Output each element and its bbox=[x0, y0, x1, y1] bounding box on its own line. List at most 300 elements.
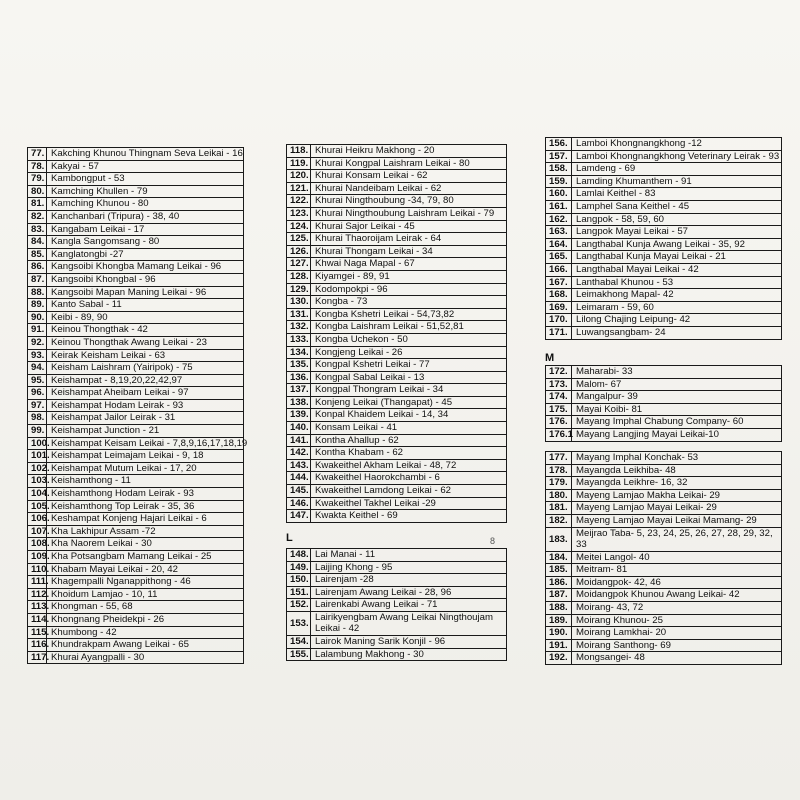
table-row bbox=[28, 148, 244, 161]
entry-number: 111. bbox=[28, 576, 47, 589]
entry-name: Khurai Ayangpalli - 30 bbox=[47, 651, 244, 664]
table-row bbox=[28, 223, 244, 236]
table-row bbox=[28, 639, 244, 652]
entry-number: 173. bbox=[546, 378, 572, 391]
table-row bbox=[287, 195, 507, 208]
entry-number: 86. bbox=[28, 261, 47, 274]
table-row bbox=[546, 138, 782, 151]
table-row bbox=[28, 248, 244, 261]
entry-number: 165. bbox=[546, 251, 572, 264]
entry-number: 115. bbox=[28, 626, 47, 639]
table-row bbox=[287, 510, 507, 523]
entry-name: Lamboi Khongnangkhong -12 bbox=[572, 138, 782, 151]
entry-name: Kwakta Keithel - 69 bbox=[311, 510, 507, 523]
table-row bbox=[287, 409, 507, 422]
table-row bbox=[28, 299, 244, 312]
entry-number: 91. bbox=[28, 324, 47, 337]
entry-name: Lamdeng - 69 bbox=[572, 163, 782, 176]
entry-number: 89. bbox=[28, 299, 47, 312]
entry-number: 178. bbox=[546, 464, 572, 477]
entry-name: Khurai Ningthoubung Laishram Leikai - 79 bbox=[311, 207, 507, 220]
entry-number: 146. bbox=[287, 497, 311, 510]
entry-number: 145. bbox=[287, 485, 311, 498]
entry-name: Keibi - 89, 90 bbox=[47, 311, 244, 324]
entry-number: 128. bbox=[287, 270, 311, 283]
table-row bbox=[546, 464, 782, 477]
table-row bbox=[287, 396, 507, 409]
table-row bbox=[28, 488, 244, 501]
entry-number: 160. bbox=[546, 188, 572, 201]
entry-name: Keishampat Hodam Leirak - 93 bbox=[47, 399, 244, 412]
entry-name: Keirak Keisham Leikai - 63 bbox=[47, 349, 244, 362]
entry-number: 191. bbox=[546, 639, 572, 652]
entry-number: 136. bbox=[287, 371, 311, 384]
entry-number: 112. bbox=[28, 588, 47, 601]
entry-name: Langthabal Mayai Leikai - 42 bbox=[572, 263, 782, 276]
entry-number: 88. bbox=[28, 286, 47, 299]
entry-number: 174. bbox=[546, 391, 572, 404]
table-row bbox=[28, 651, 244, 664]
entry-name: Lairok Maning Sarik Konjil - 96 bbox=[311, 635, 507, 648]
entry-number: 179. bbox=[546, 477, 572, 490]
entry-number: 126. bbox=[287, 245, 311, 258]
entry-number: 118. bbox=[287, 145, 311, 158]
table-row bbox=[287, 611, 507, 635]
table-row bbox=[546, 213, 782, 226]
table-row bbox=[546, 589, 782, 602]
table-row bbox=[28, 588, 244, 601]
table-row bbox=[546, 428, 782, 441]
entry-name: Konsam Leikai - 41 bbox=[311, 422, 507, 435]
entry-number: 127. bbox=[287, 258, 311, 271]
table-row bbox=[28, 601, 244, 614]
entry-number: 189. bbox=[546, 614, 572, 627]
entry-name: Khumbong - 42 bbox=[47, 626, 244, 639]
entry-name: Keisham Laishram (Yairipok) - 75 bbox=[47, 362, 244, 375]
entry-number: 85. bbox=[28, 248, 47, 261]
entry-name: Leimakhong Mapal- 42 bbox=[572, 289, 782, 302]
table-row bbox=[287, 574, 507, 587]
entry-name: Kanto Sabal - 11 bbox=[47, 299, 244, 312]
entry-number: 163. bbox=[546, 226, 572, 239]
entry-number: 129. bbox=[287, 283, 311, 296]
entry-number: 93. bbox=[28, 349, 47, 362]
index-column-3c bbox=[545, 451, 782, 665]
entry-number: 142. bbox=[287, 447, 311, 460]
entry-name: Kwakeithel Lamdong Leikai - 62 bbox=[311, 485, 507, 498]
entry-number: 114. bbox=[28, 613, 47, 626]
table-row bbox=[546, 576, 782, 589]
entry-name: Lilong Chajing Leipung- 42 bbox=[572, 314, 782, 327]
entry-number: 185. bbox=[546, 564, 572, 577]
entry-name: Lamding Khumanthem - 91 bbox=[572, 175, 782, 188]
entry-number: 110. bbox=[28, 563, 47, 576]
table-row bbox=[28, 160, 244, 173]
entry-number: 125. bbox=[287, 233, 311, 246]
entry-name: Keishamthong - 11 bbox=[47, 475, 244, 488]
table-row bbox=[546, 175, 782, 188]
entry-number: 98. bbox=[28, 412, 47, 425]
entry-name: Lai Manai - 11 bbox=[311, 549, 507, 562]
entry-name: Keishampat Jailor Leirak - 31 bbox=[47, 412, 244, 425]
entry-number: 176.1 bbox=[546, 428, 572, 441]
table-row bbox=[546, 150, 782, 163]
table-row bbox=[28, 500, 244, 513]
entry-number: 100. bbox=[28, 437, 47, 450]
table-row bbox=[287, 321, 507, 334]
table-row bbox=[28, 261, 244, 274]
entry-name: Moirang- 43, 72 bbox=[572, 601, 782, 614]
index-column-1 bbox=[27, 147, 248, 664]
entry-name: Moirang Santhong- 69 bbox=[572, 639, 782, 652]
entry-number: 186. bbox=[546, 576, 572, 589]
table-row bbox=[546, 188, 782, 201]
table-row bbox=[546, 652, 782, 665]
entry-number: 154. bbox=[287, 635, 311, 648]
table-row bbox=[546, 614, 782, 627]
entry-name: Kongpal Thongram Leikai - 34 bbox=[311, 384, 507, 397]
table-row bbox=[287, 258, 507, 271]
table-row bbox=[287, 182, 507, 195]
entry-name: Mayeng Lamjao Makha Leikai- 29 bbox=[572, 489, 782, 502]
entry-name: Maharabi- 33 bbox=[572, 366, 782, 379]
entry-number: 109. bbox=[28, 551, 47, 564]
entry-number: 106. bbox=[28, 513, 47, 526]
table-row bbox=[28, 324, 244, 337]
entry-number: 78. bbox=[28, 160, 47, 173]
table-row bbox=[287, 561, 507, 574]
entry-name: Kangsoibi Khongba Mamang Leikai - 96 bbox=[47, 261, 244, 274]
entry-name: Keishampat - 8,19,20,22,42,97 bbox=[47, 374, 244, 387]
entry-name: Konjeng Leikai (Thangapat) - 45 bbox=[311, 396, 507, 409]
table-row bbox=[546, 627, 782, 640]
entry-name: Keishampat Junction - 21 bbox=[47, 425, 244, 438]
table-row bbox=[546, 551, 782, 564]
entry-number: 147. bbox=[287, 510, 311, 523]
entry-name: Khagempalli Nganappithong - 46 bbox=[47, 576, 244, 589]
entry-number: 181. bbox=[546, 502, 572, 515]
entry-name: Mayangda Leikhre- 16, 32 bbox=[572, 477, 782, 490]
entry-number: 184. bbox=[546, 551, 572, 564]
table-row bbox=[546, 263, 782, 276]
table-row bbox=[546, 226, 782, 239]
entry-name: Keinou Thongthak Awang Leikai - 23 bbox=[47, 336, 244, 349]
entry-name: Kangsoibi Khongbal - 96 bbox=[47, 273, 244, 286]
table-row bbox=[546, 301, 782, 314]
entry-name: Meitram- 81 bbox=[572, 564, 782, 577]
entry-number: 175. bbox=[546, 403, 572, 416]
entry-name: Khwai Naga Mapal - 67 bbox=[311, 258, 507, 271]
entry-number: 79. bbox=[28, 173, 47, 186]
entry-name: Lairenjam -28 bbox=[311, 574, 507, 587]
table-row bbox=[546, 391, 782, 404]
table-row bbox=[546, 601, 782, 614]
entry-name: Mayeng Lamjao Mayai Leikai Mamang- 29 bbox=[572, 514, 782, 527]
entry-name: Kamching Khunou - 80 bbox=[47, 198, 244, 211]
entry-number: 161. bbox=[546, 200, 572, 213]
entry-name: Lamphel Sana Keithel - 45 bbox=[572, 200, 782, 213]
entry-name: Keishampat Mutum Leikai - 17, 20 bbox=[47, 462, 244, 475]
entry-number: 121. bbox=[287, 182, 311, 195]
entry-name: Meijrao Taba- 5, 23, 24, 25, 26, 27, 28, 29, 32, 33 bbox=[572, 527, 782, 551]
table-row bbox=[287, 157, 507, 170]
table-row bbox=[287, 308, 507, 321]
entry-number: 77. bbox=[28, 148, 47, 161]
table-row bbox=[287, 245, 507, 258]
index-column-2 bbox=[286, 144, 507, 523]
entry-name: Kiyamgei - 89, 91 bbox=[311, 270, 507, 283]
table-row bbox=[546, 378, 782, 391]
entry-number: 82. bbox=[28, 210, 47, 223]
table-row bbox=[287, 485, 507, 498]
table-row bbox=[28, 374, 244, 387]
table-row bbox=[28, 173, 244, 186]
entry-name: Kontha Khabam - 62 bbox=[311, 447, 507, 460]
entry-number: 159. bbox=[546, 175, 572, 188]
entry-number: 155. bbox=[287, 648, 311, 661]
entry-number: 120. bbox=[287, 170, 311, 183]
table-row bbox=[287, 599, 507, 612]
entry-number: 99. bbox=[28, 425, 47, 438]
index-table bbox=[27, 147, 248, 664]
table-row bbox=[287, 145, 507, 158]
table-row bbox=[546, 416, 782, 429]
entry-number: 171. bbox=[546, 326, 572, 339]
entry-name: Langthabal Kunja Awang Leikai - 35, 92 bbox=[572, 238, 782, 251]
table-row bbox=[28, 525, 244, 538]
table-row bbox=[287, 346, 507, 359]
table-row bbox=[28, 185, 244, 198]
table-row bbox=[546, 527, 782, 551]
entry-name: Moirang Lamkhai- 20 bbox=[572, 627, 782, 640]
table-row bbox=[28, 236, 244, 249]
entry-name: Keishampat Keisam Leikai - 7,8,9,16,17,18,19 bbox=[47, 437, 244, 450]
index-table bbox=[286, 548, 507, 661]
entry-number: 143. bbox=[287, 459, 311, 472]
entry-name: Lairenjam Awang Leikai - 28, 96 bbox=[311, 586, 507, 599]
entry-name: Kwakeithel Takhel Leikai -29 bbox=[311, 497, 507, 510]
entry-name: Leimaram - 59, 60 bbox=[572, 301, 782, 314]
table-row bbox=[287, 170, 507, 183]
entry-name: Luwangsangbam- 24 bbox=[572, 326, 782, 339]
table-row bbox=[28, 399, 244, 412]
table-row bbox=[546, 477, 782, 490]
entry-number: 117. bbox=[28, 651, 47, 664]
section-letter-m: M bbox=[545, 352, 555, 364]
entry-name: Mayang Imphal Konchak- 53 bbox=[572, 452, 782, 465]
entry-name: Khoidum Lamjao - 10, 11 bbox=[47, 588, 244, 601]
table-row bbox=[287, 635, 507, 648]
entry-number: 180. bbox=[546, 489, 572, 502]
index-table bbox=[545, 365, 782, 442]
entry-number: 140. bbox=[287, 422, 311, 435]
table-row bbox=[546, 403, 782, 416]
table-row bbox=[28, 475, 244, 488]
table-row bbox=[28, 613, 244, 626]
entry-number: 113. bbox=[28, 601, 47, 614]
index-column-3b bbox=[545, 365, 782, 442]
entry-name: Kanglatongbi -27 bbox=[47, 248, 244, 261]
table-row bbox=[287, 333, 507, 346]
entry-number: 103. bbox=[28, 475, 47, 488]
entry-name: Langpok - 58, 59, 60 bbox=[572, 213, 782, 226]
table-row bbox=[28, 425, 244, 438]
entry-number: 176. bbox=[546, 416, 572, 429]
entry-name: Lamlai Keithel - 83 bbox=[572, 188, 782, 201]
table-row bbox=[28, 513, 244, 526]
entry-number: 183. bbox=[546, 527, 572, 551]
entry-number: 151. bbox=[287, 586, 311, 599]
entry-name: Kangabam Leikai - 17 bbox=[47, 223, 244, 236]
table-row bbox=[546, 276, 782, 289]
index-column-3 bbox=[545, 137, 782, 340]
entry-name: Lalambung Makhong - 30 bbox=[311, 648, 507, 661]
entry-number: 152. bbox=[287, 599, 311, 612]
entry-name: Kamching Khullen - 79 bbox=[47, 185, 244, 198]
entry-number: 168. bbox=[546, 289, 572, 302]
table-row bbox=[28, 412, 244, 425]
table-row bbox=[546, 502, 782, 515]
table-row bbox=[28, 349, 244, 362]
table-row bbox=[28, 462, 244, 475]
entry-name: Kanchanbari (Tripura) - 38, 40 bbox=[47, 210, 244, 223]
table-row bbox=[287, 384, 507, 397]
entry-name: Kha Potsangbam Mamang Leikai - 25 bbox=[47, 551, 244, 564]
table-row bbox=[287, 472, 507, 485]
entry-number: 153. bbox=[287, 611, 311, 635]
entry-name: Meitei Langol- 40 bbox=[572, 551, 782, 564]
entry-name: Mayai Koibi- 81 bbox=[572, 403, 782, 416]
entry-number: 141. bbox=[287, 434, 311, 447]
table-row bbox=[287, 497, 507, 510]
entry-name: Khurai Thaoroijam Leirak - 64 bbox=[311, 233, 507, 246]
entry-name: Kakching Khunou Thingnam Seva Leikai - 16 bbox=[47, 148, 244, 161]
entry-number: 83. bbox=[28, 223, 47, 236]
entry-number: 131. bbox=[287, 308, 311, 321]
table-row bbox=[28, 210, 244, 223]
entry-number: 97. bbox=[28, 399, 47, 412]
entry-name: Khabam Mayai Leikai - 20, 42 bbox=[47, 563, 244, 576]
index-table bbox=[545, 451, 782, 665]
entry-number: 105. bbox=[28, 500, 47, 513]
table-row bbox=[287, 459, 507, 472]
entry-number: 132. bbox=[287, 321, 311, 334]
entry-number: 190. bbox=[546, 627, 572, 640]
entry-number: 96. bbox=[28, 387, 47, 400]
table-row bbox=[28, 362, 244, 375]
table-row bbox=[28, 387, 244, 400]
entry-name: Mayang Langjing Mayai Leikai-10 bbox=[572, 428, 782, 441]
entry-number: 166. bbox=[546, 263, 572, 276]
entry-name: Kakyai - 57 bbox=[47, 160, 244, 173]
entry-number: 134. bbox=[287, 346, 311, 359]
entry-number: 170. bbox=[546, 314, 572, 327]
entry-name: Kongpal Kshetri Leikai - 77 bbox=[311, 359, 507, 372]
entry-name: Kwakeithel Haorokchambi - 6 bbox=[311, 472, 507, 485]
entry-number: 150. bbox=[287, 574, 311, 587]
entry-number: 177. bbox=[546, 452, 572, 465]
entry-name: Malom- 67 bbox=[572, 378, 782, 391]
entry-number: 162. bbox=[546, 213, 572, 226]
table-row bbox=[287, 549, 507, 562]
entry-name: Khurai Nandeibam Leikai - 62 bbox=[311, 182, 507, 195]
entry-number: 81. bbox=[28, 198, 47, 211]
entry-name: Lairikyengbam Awang Leikai Ningthoujam Leikai - 42 bbox=[311, 611, 507, 635]
entry-number: 169. bbox=[546, 301, 572, 314]
entry-name: Khongnang Pheidekpi - 26 bbox=[47, 613, 244, 626]
entry-name: Khurai Sajor Leikai - 45 bbox=[311, 220, 507, 233]
entry-name: Kongpal Sabal Leikai - 13 bbox=[311, 371, 507, 384]
table-row bbox=[28, 286, 244, 299]
entry-name: Kambongput - 53 bbox=[47, 173, 244, 186]
entry-name: Keishamthong Hodam Leirak - 93 bbox=[47, 488, 244, 501]
entry-name: Moidangpok- 42, 46 bbox=[572, 576, 782, 589]
entry-number: 188. bbox=[546, 601, 572, 614]
entry-name: Lanthabal Khunou - 53 bbox=[572, 276, 782, 289]
entry-number: 116. bbox=[28, 639, 47, 652]
entry-number: 87. bbox=[28, 273, 47, 286]
entry-number: 108. bbox=[28, 538, 47, 551]
entry-name: Khundrakpam Awang Leikai - 65 bbox=[47, 639, 244, 652]
table-row bbox=[28, 538, 244, 551]
index-table bbox=[286, 144, 507, 523]
entry-number: 135. bbox=[287, 359, 311, 372]
table-row bbox=[546, 289, 782, 302]
table-row bbox=[28, 626, 244, 639]
entry-number: 104. bbox=[28, 488, 47, 501]
table-row bbox=[546, 639, 782, 652]
entry-name: Kontha Ahallup - 62 bbox=[311, 434, 507, 447]
entry-number: 119. bbox=[287, 157, 311, 170]
entry-name: Konpal Khaidem Leikai - 14, 34 bbox=[311, 409, 507, 422]
entry-number: 123. bbox=[287, 207, 311, 220]
entry-number: 90. bbox=[28, 311, 47, 324]
entry-number: 187. bbox=[546, 589, 572, 602]
entry-number: 149. bbox=[287, 561, 311, 574]
entry-number: 130. bbox=[287, 296, 311, 309]
table-row bbox=[546, 200, 782, 213]
entry-name: Keinou Thongthak - 42 bbox=[47, 324, 244, 337]
index-column-2b bbox=[286, 548, 507, 661]
index-table bbox=[545, 137, 782, 340]
entry-name: Kongjeng Leikai - 26 bbox=[311, 346, 507, 359]
entry-name: Moidangpok Khunou Awang Leikai- 42 bbox=[572, 589, 782, 602]
entry-name: Langpok Mayai Leikai - 57 bbox=[572, 226, 782, 239]
entry-number: 133. bbox=[287, 333, 311, 346]
entry-number: 95. bbox=[28, 374, 47, 387]
entry-name: Khurai Thongam Leikai - 34 bbox=[311, 245, 507, 258]
table-row bbox=[546, 163, 782, 176]
table-row bbox=[546, 452, 782, 465]
entry-name: Kongba Uchekon - 50 bbox=[311, 333, 507, 346]
entry-name: Mayang Imphal Chabung Company- 60 bbox=[572, 416, 782, 429]
table-row bbox=[28, 336, 244, 349]
entry-number: 137. bbox=[287, 384, 311, 397]
entry-name: Lamboi Khongnangkhong Veterinary Leirak - 93 bbox=[572, 150, 782, 163]
entry-number: 164. bbox=[546, 238, 572, 251]
entry-name: Kongba Laishram Leikai - 51,52,81 bbox=[311, 321, 507, 334]
entry-number: 84. bbox=[28, 236, 47, 249]
entry-number: 80. bbox=[28, 185, 47, 198]
entry-number: 148. bbox=[287, 549, 311, 562]
entry-number: 182. bbox=[546, 514, 572, 527]
table-row bbox=[287, 296, 507, 309]
entry-name: Kha Lakhipur Assam -72 bbox=[47, 525, 244, 538]
table-row bbox=[546, 326, 782, 339]
table-row bbox=[287, 233, 507, 246]
entry-name: Kongba Kshetri Leikai - 54,73,82 bbox=[311, 308, 507, 321]
table-row bbox=[287, 283, 507, 296]
